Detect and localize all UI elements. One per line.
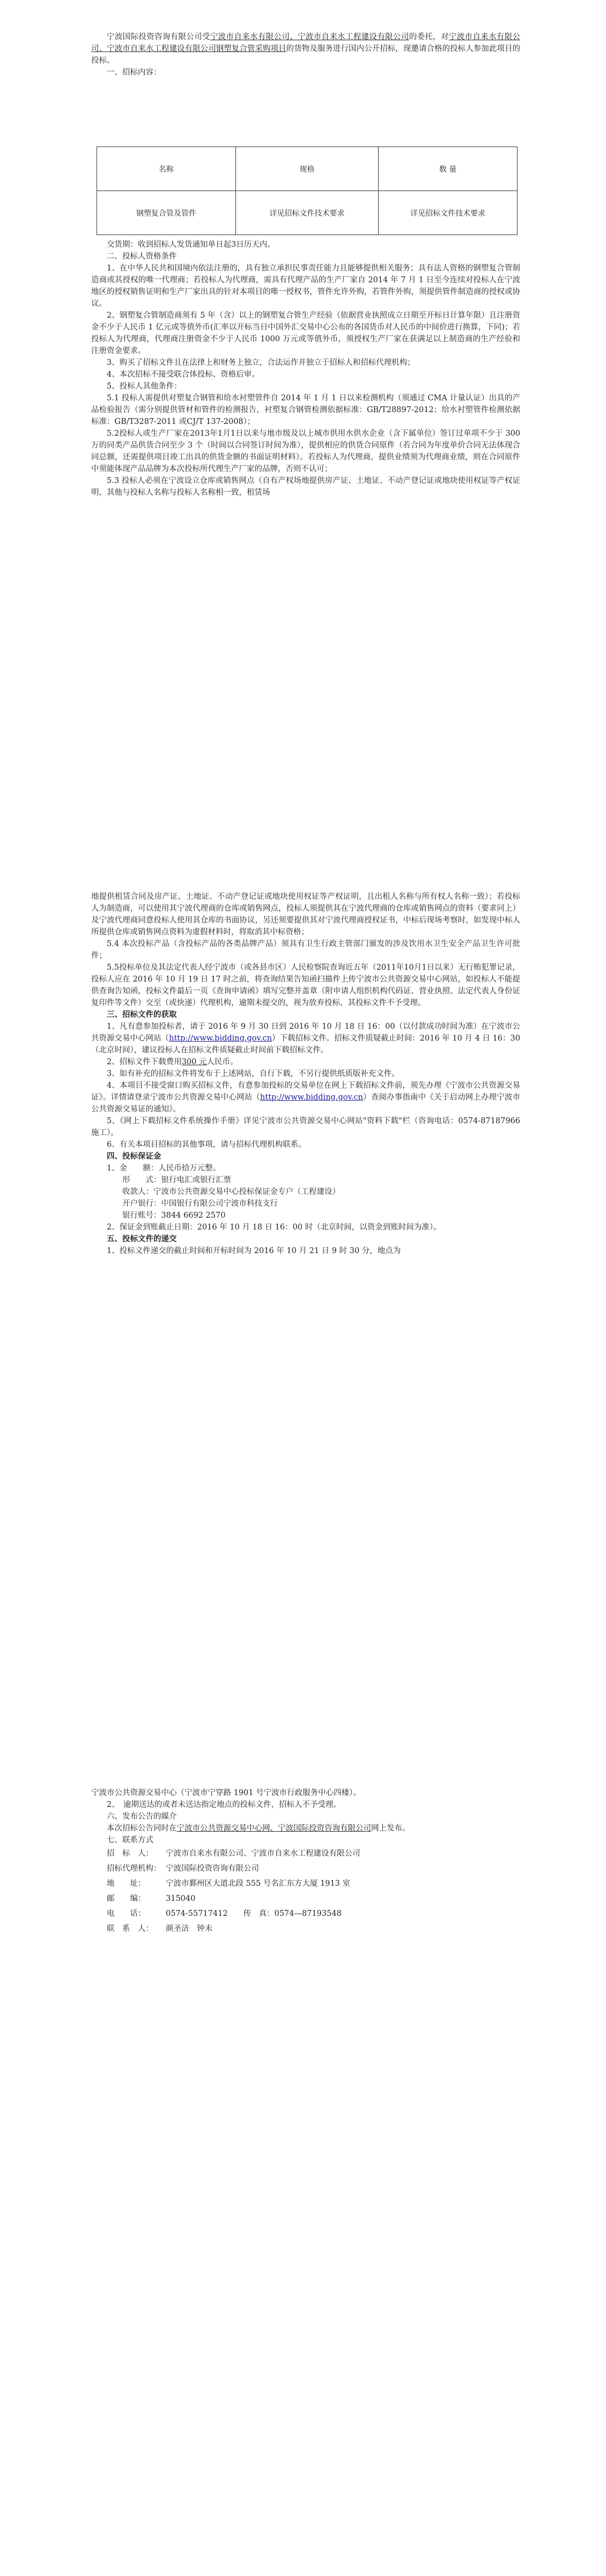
qualification-5-3-continued: 地提供租赁合同及房产证、土地证、不动产登记证或地块使用权证等产权证明，且出租人名称与所有权人名称一致）；若投标人为制造商，可以使用其宁波代理商的仓库或销售网点，投标人须提供其在宁波代理商的仓库或销售网点的资料（要求同上）及宁波代理商同意投标人使用其仓库的书面协议，另还须要提供其对宁波代理商授权证书，中标后现场考察时，如发现中标人所提供仓库或销售网点资料为虚假材料时，将取消其中标资格； [91,892,520,936]
acquire-item-1 [91,1021,520,1056]
contact-list [91,1846,520,1936]
section-2-block [91,239,520,499]
qualification-5-1: 5.1 投标人需提供对塑复合钢管和给水衬塑管件自 2014 年 1 月 1 日以来检测机构（须通过 CMA 计量认证）出具的产品检验报告（需分别提供管材和管件的检测报告，衬塑复合钢管检测依据标准：GB/T28897-2012；给水衬塑管件检测依据标准：GB/T3287-2011 或CJ/T 137-2008）； [91,394,520,426]
deposit-deadline: 2、保证金到账截止日期：2016 年 10 月 18 日 16：00 时（北京时间，以资金到账时间为准）。 [107,1223,441,1232]
table-cell-spec: 详见招标文件技术要求 [235,191,379,235]
contact-row-address: 地 址： 宁波市鄞州区大道北段 555 号名汇东方大厦 1913 室 [107,1879,351,1888]
deposit-account: 银行账号：3844 6692 2570 [122,1211,226,1220]
media-names: 宁波市公共资源交易中心网、宁波国际投资咨询有限公司 [176,1824,371,1833]
acquire-item-4 [91,1080,520,1115]
intro-paragraph [91,31,520,67]
table-row [97,191,518,235]
download-fee: 300 元 [181,1058,207,1066]
bidding-site-link[interactable]: http://www.bidding.gov.cn [169,1034,272,1043]
section-3-title: 三、招标文件的获取 [107,1010,177,1019]
section-2-continued-block [91,891,520,1257]
acquire-text-1b: ）下载招标文件。招标文件质疑截止时间：2016 年 10 月 4 日 16：30（北京时间），建议投标人在招标文件质疑截止时间前下载招标文件。 [91,1034,521,1055]
section-7-title: 七、联系方式 [107,1836,153,1845]
qualification-5-4: 5.4 本次投标产品（含投标产品的各类品牌产品）须具有卫生行政主管部门颁发的涉及饮用水卫生安全产品卫生许可批件； [91,940,520,960]
qualification-5-5: 5.5投标单位及其法定代表人经宁波市（或各县市区）人民检察院查询近五年（2011年10月1日以来）无行贿犯罪记录，投标人应在 2016 年 10 月 19 日 17 时之前，将查询结果告知函扫描件上传宁波市公共资源交易中心网站，如投标人不能提供查询告知函，投标文件最后一页《查询申请函》填写完整并盖章（附申请人组织机构代码证、营业执照、法定代表人身份证复印件等文件）交至（或快递）代理机构，逾期未提交的，视为放弃投标，其投标文件不予受理。 [91,963,520,1007]
media-paragraph [91,1823,520,1834]
contact-row-agency: 招标代理机构： 宁波国际投资咨询有限公司 [107,1864,259,1873]
section-5-title: 五、投标文件的递交 [107,1234,177,1243]
acquire-item-6: 6、有关本项目招标的其他事项，请与招标代理机构联系。 [107,1140,306,1149]
delivery-text: 交货期：收到招标人发货通知单日起3日历天内。 [107,240,275,249]
table-header-qty: 数 量 [379,147,518,191]
intro-orgs: 宁波市自来水有限公司、宁波市自来水工程建设有限公司 [210,33,409,41]
intro-block [91,31,520,78]
table-header-row [97,147,518,191]
acquire-text-1: 1、凡有意参加投标者，请于 2016 年 9 月 30 日到 2016 年 10 月 18 日 16：00（以付款成功时间为准）在宁波市公共资源交易中心网站（ [91,1022,520,1043]
acquire-item-3: 3、如有补充的招标文件将发布于上述网站，自行下载，不另行提供纸质版补充文件。 [107,1070,400,1078]
table-cell-qty: 详见招标文件技术要求 [379,191,518,235]
contact-row-postcode: 邮 编： 315040 [107,1894,196,1903]
contact-row-tenderer: 招 标 人： 宁波市自来水有限公司、宁波市自来水工程建设有限公司 [107,1849,360,1858]
qualification-1: 1、在中华人民共和国境内依法注册的，具有独立承担民事责任能力且能够提供相关服务；具有法人资格的钢塑复合管制造商或其授权的唯一代理商；若投标人为代理商，需具有代理产品的生产厂家自 2014 年 7 月 1 日至今连续对投标人在宁波地区的授权销售证明和生产厂家出具的针对本项目的唯一授权书，管件允许外购，若管件外购，须提供管件制造商的授权或协议。 [91,264,520,308]
intro-text-2: 的委托，对 [409,33,449,41]
bid-content-table [97,147,518,235]
acquire-item-5: 5、《网上下载招标文件系统操作手册》详见宁波市公共资源交易中心网站"资料下载"栏（咨询电话：0574-87187966 施工）。 [91,1117,520,1137]
table-header-spec: 规格 [235,147,379,191]
table-header-name: 名称 [97,147,236,191]
deposit-form: 形 式：银行电汇或银行汇票 [122,1176,231,1184]
deposit-payee: 收款人：宁波市公共资源交易中心投标保证金专户（工程建设） [122,1188,340,1196]
bidding-site-link-2[interactable]: http://www.bidding.gov.cn [260,1093,364,1102]
section-1-title: 一、招标内容： [107,68,161,77]
section-5-continued-block [91,1787,520,1936]
contact-row-phone: 电 话： 0574-55717412 传 真：0574—87193548 [107,1909,342,1918]
qualification-3: 3、购买了招标文件且在法律上和财务上独立，合法运作并独立于招标人和招标代理机构； [107,358,415,367]
deposit-bank: 开户银行：中国银行有限公司宁波市科技支行 [122,1199,278,1208]
qualification-5-2: 5.2投标人或生产厂家在2013年1月1日以来与地市级及以上城市供用水供水企业（含下属单位）签订过单项不少于 300 万的同类产品供货合同至少 3 个（时间以合同签订时间为准），提供相应的供货合同原件（若合同为年度单价合同无法体现合同总额，还需提供项目竣工出具的供货金额的书面证明材料）。若投标人为代理商，提供业绩须为代理商业绩，则在合同原件中须能体现产品品牌为本次投标所代理生产厂家的品牌，否则不认可； [91,429,520,473]
deposit-amount: 1、金 额：人民币拾万元整。 [107,1164,221,1173]
table-cell-name: 钢塑复合管及管件 [97,191,236,235]
media-text-1: 本次招标公告同时在 [107,1824,177,1833]
section-4-title: 四、投标保证金 [107,1152,161,1161]
media-text-2: 网上发布。 [371,1824,410,1833]
submission-item-2: 2、 逾期送达的或者未送达指定地点的投标文件，招标人不予受理。 [107,1801,341,1809]
acquire-text-4: 4、本项目不接受窗口购买招标文件，有意参加投标的交易单位在网上下载招标文件前，须先办理《宁波市公共资源交易证》。详情请登录宁波市公共资源交易中心网站（ [91,1081,520,1102]
section-2-title: 二、投标人资格条件 [107,252,177,261]
submission-location: 宁波市公共资源交易中心（宁波市宁穿路 1901 号宁波市行政服务中心四楼）。 [91,1789,361,1797]
intro-text-3: 的货物及服务进行国内公开招标，现邀请合格的投标人参加此项目的投标。 [91,45,520,65]
intro-project: 宁波市自来水有限公司、宁波市自来水工程建设有限公司钢塑复合管采购项目 [91,33,521,53]
acquire-text-2b: 人民币。 [206,1058,238,1066]
acquire-text-2: 2、招标文件下载费用 [107,1058,182,1066]
qualification-5: 5、投标人其他条件： [107,382,182,391]
qualification-2: 2、钢塑复合管制造商须有 5 年（含）以上的钢塑复合管生产经验（依据营业执照成立日期至开标日计算年限）且注册资金不少于人民币 1 亿元或等值外币(汇率以开标当日中国外汇交易中心公布的各国货币对人民币的中间价进行换算，下同)；若投标人为代理商，代理商注册资金不少于人民币 1000 万元或等值外币，须授权生产厂家在获满足以上制造商的生产经验和注册资金要求。 [91,311,520,355]
acquire-text-4b: ）查阅办事指南中《关于启动网上办理宁波市公共资源交易证的通知》。 [91,1093,521,1114]
submission-item-1: 1、投标文件递交的截止时间和开标时间为 2016 年 10 月 21 日 9 时 30 分，地点为 [107,1247,401,1255]
qualification-4: 4、本次招标不接受联合体投标、资格后审。 [107,370,260,379]
intro-text-1: 宁波国际投资咨询有限公司受 [107,33,210,41]
section-6-title: 六、发布公告的媒介 [107,1812,177,1821]
acquire-item-2 [91,1056,520,1068]
qualification-5-3: 5.3 投标人必须在宁波设立仓库或销售网点（自有产权场地提供房产证、土地证、不动产登记证或地块使用权证等产权证明，其他与投标人名称与投标人名称相一致，租赁场 [91,477,520,497]
contact-row-person: 联 系 人： 颜圣洁 钟未 [107,1924,212,1933]
